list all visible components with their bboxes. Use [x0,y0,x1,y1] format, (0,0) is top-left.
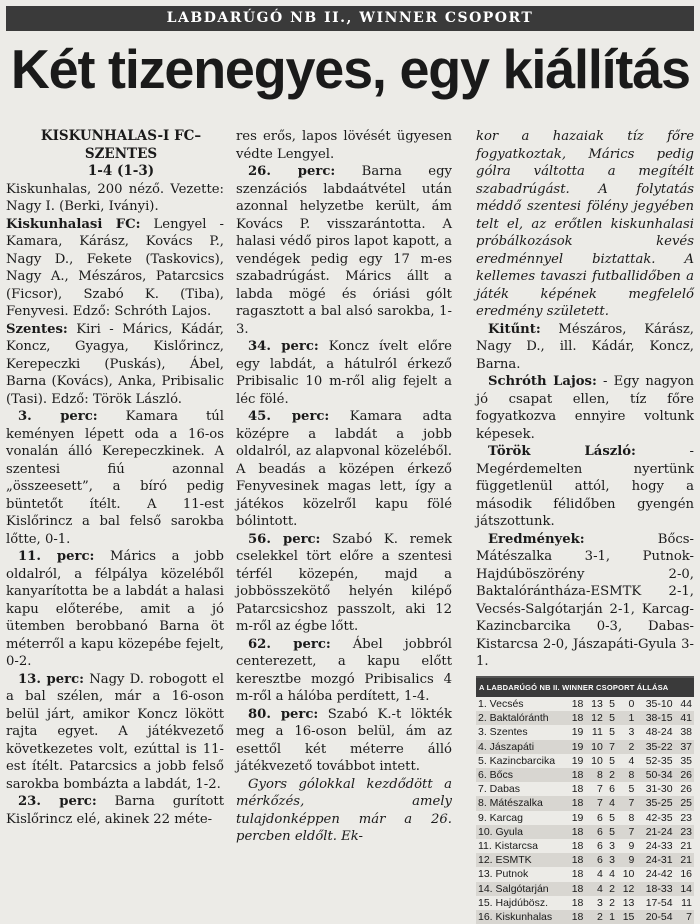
event-paragraph [6,548,224,671]
coach-quote [476,443,694,531]
event-text: Márics a jobb oldalról, a félpálya közeléből kanyarította be a labdát a halasi kapu előterébe, amit a jó ütemben berobbanó Barna öt méterről a kapu közepébe fejelt, 0-2. [6,549,224,669]
stat-cell: 4 [605,867,617,881]
team-name: 14. Salgótarján [476,882,566,896]
event-minute: 56. perc: [248,532,320,547]
stat-cell: 12 [617,882,636,896]
stat-cell: 2 [605,896,617,910]
team-name: 1. Vecsés [476,697,566,711]
match-title-line2: SZENTES [6,146,224,164]
stat-cell: 18 [566,910,585,924]
table-row [476,754,694,768]
stat-cell: 24-42 [636,867,674,881]
team-name: 8. Mátészalka [476,796,566,810]
standings-table-box [476,676,694,924]
match-score: 1-4 (1-3) [6,163,224,181]
stat-cell: 8 [585,768,604,782]
stat-cell: 3 [617,725,636,739]
team-name: 13. Putnok [476,867,566,881]
stat-cell: 3 [605,839,617,853]
event-text: Szabó K. remek cselekkel tört előre a szentesi térfél közepén, majd a jobbösszekötő helyén kilépő Patarcsicshoz passzolt, aki 12 m-ről az égbe lőtt. [236,532,452,635]
table-row [476,711,694,725]
stat-cell: 16 [675,867,694,881]
stat-cell: 6 [585,853,604,867]
stat-cell: 5 [605,811,617,825]
stat-cell: 10 [585,740,604,754]
event-minute: 62. perc: [248,637,331,652]
table-row [476,825,694,839]
table-row [476,839,694,853]
team-name: 16. Kiskunhalas [476,910,566,924]
stat-cell: 4 [605,796,617,810]
article-headline: Két tizenegyes, egy kiállítás [11,36,689,102]
stat-cell: 18 [566,768,585,782]
stat-cell: 5 [605,825,617,839]
stat-cell: 35 [675,754,694,768]
stat-cell: 21 [675,839,694,853]
stat-cell: 2 [585,910,604,924]
stat-cell: 37 [675,740,694,754]
table-row [476,697,694,711]
event-minute: 11. perc: [18,549,94,564]
event-paragraph [6,671,224,794]
stat-cell: 6 [605,782,617,796]
stat-cell: 23 [675,811,694,825]
stat-cell: 20-54 [636,910,674,924]
match-title-line1: KISKUNHALAS-I FC– [6,128,224,146]
stat-cell: 7 [617,825,636,839]
stat-cell: 18 [566,882,585,896]
stat-cell: 18 [566,853,585,867]
stat-cell: 18 [566,697,585,711]
stat-cell: 18 [566,711,585,725]
stat-cell: 7 [617,796,636,810]
stat-cell: 21-24 [636,825,674,839]
event-text: Ábel jobbról centerezett, a kapu előtt keresztbe mozgó Pribisalics 4 m-ről a hálóba perdített, 1-4. [236,637,452,705]
stat-cell: 2 [605,882,617,896]
table-row [476,882,694,896]
event-paragraph [236,636,452,706]
stat-cell: 17-54 [636,896,674,910]
lineup-away-text: Kiri - Márics, Kádár, Koncz, Gyagya, Kislőrincz, Kerepeczki (Puskás), Ábel, Barna (Kovács), Anka, Pribisalic (Tasi). Edző: Török László. [6,322,224,407]
standings-title: A LABDARÚGÓ NB II. WINNER CSOPORT ÁLLÁSA [476,678,694,698]
event-paragraph [236,531,452,636]
stat-cell: 10 [585,754,604,768]
stat-cell: 18 [566,867,585,881]
stat-cell: 31-30 [636,782,674,796]
event-minute: 23. perc: [18,794,97,809]
team-name: 10. Gyula [476,825,566,839]
stat-cell: 18 [566,839,585,853]
table-row [476,725,694,739]
event-continuation: res erős, lapos lövését ügyesen védte Lengyel. [236,128,452,163]
stat-cell: 6 [585,839,604,853]
match-summary-continuation: kor a hazaiak tíz főre fogyatkoztak, Márics pedig gólra váltotta a megítélt szabadrúgást. A folytatás méddő szentesi fölény jegyében telt el, az erőtlen kiskunhalasi próbálkozások kevés eredménnyel biztattak. A kellemes tavaszi futballidőben a játék képének megfelelő eredmény született. [476,128,694,321]
team-name: 7. Dabas [476,782,566,796]
stat-cell: 25 [675,796,694,810]
stat-cell: 1 [617,711,636,725]
stat-cell: 7 [605,740,617,754]
table-row [476,782,694,796]
stat-cell: 5 [605,697,617,711]
stat-cell: 19 [566,725,585,739]
event-text: Barna egy szenzációs labdaátvétel után azonnal helyzetbe került, ám Kovács P. visszarántotta. A halasi védő piros lapot kapott, a vendégek pedig egy 17 m-es szabadrúgást. Márics állt a labda mögé és óriási gólt ragasztott a bal alsó sarokba, 1-3. [236,164,452,337]
quote-text: - Egy nagyon jó csapat ellen, tíz főre fogyatkozva ennyire voltunk képesek. [476,374,694,442]
section-banner: LABDARÚGÓ NB II., WINNER CSOPORT [6,6,694,31]
team-name: 3. Szentes [476,725,566,739]
stat-cell: 52-35 [636,754,674,768]
team-name: 4. Jászapáti [476,740,566,754]
stat-cell: 35-22 [636,740,674,754]
stat-cell: 19 [566,811,585,825]
stat-cell: 8 [617,811,636,825]
table-row [476,768,694,782]
stat-cell: 38 [675,725,694,739]
standout-players [476,321,694,374]
stat-cell: 4 [617,754,636,768]
event-text: Kamara túl keményen lépett oda a 16-os vonalán álló Kerepeczkinek. A szentesi fiú azonnal „összeesett”, a bíró pedig büntetőt ítélt. A 11-est Kislőrincz a bal felső sarokba lőtte, 0-1. [6,409,224,547]
column-1 [6,128,224,892]
team-name: 15. Hajdúbösz. [476,896,566,910]
stat-cell: 48-24 [636,725,674,739]
event-text: Szabó K.-t lökték meg a 16-oson belül, ám az esettől két méterre álló játékvezető továbbot intett. [236,707,452,775]
stat-cell: 18 [566,796,585,810]
stat-cell: 50-34 [636,768,674,782]
stat-cell: 7 [585,782,604,796]
lineup-away-label: Szentes: [6,322,68,337]
column-2 [236,128,452,892]
standout-text: Mészáros, Kárász, Nagy D., ill. Kádár, Koncz, Barna. [476,322,694,372]
stat-cell: 14 [675,882,694,896]
stat-cell: 2 [617,740,636,754]
event-paragraph [236,338,452,408]
results [476,531,694,671]
team-name: 12. ESMTK [476,853,566,867]
lineup-home-label: Kiskunhalasi FC: [6,217,141,232]
stat-cell: 35-10 [636,697,674,711]
table-row [476,740,694,754]
event-minute: 80. perc: [248,707,318,722]
lineup-home-text: Lengyel - Kamara, Kárász, Kovács P., Nagy D., Fekete (Taskovics), Nagy A., Mészáros, Patarcsics (Ficsor), Szabó K. (Tiba), Fenyvesi. Edző: Schróth Lajos. [6,217,224,320]
stat-cell: 5 [605,754,617,768]
coach-name: Török László: [488,444,636,459]
team-name: 2. Baktalóránth [476,711,566,725]
quote-text: - Megérdemelten nyertünk függetlenül attól, hogy a második félidőben gyengén játszottunk. [476,444,694,529]
stat-cell: 15 [617,910,636,924]
event-minute: 45. perc: [248,409,329,424]
stat-cell: 26 [675,782,694,796]
stat-cell: 11 [675,896,694,910]
table-row [476,896,694,910]
event-text: Nagy D. robogott el a bal szélen, már a 16-oson belül járt, amikor Koncz lökött rajta egyet. A játékvezető következetes volt, ezúttal is 11-est ítélt. Patarcsics a jobb felső sarokba bombázta a labdát, 1-2. [6,672,224,792]
stat-cell: 19 [566,740,585,754]
table-row [476,910,694,924]
stat-cell: 8 [617,768,636,782]
event-minute: 34. perc: [248,339,319,354]
stat-cell: 13 [617,896,636,910]
stat-cell: 24-31 [636,853,674,867]
team-name: 6. Bőcs [476,768,566,782]
lineup-away [6,321,224,409]
event-minute: 26. perc: [248,164,335,179]
event-text: Kamara adta középre a labdát a jobb oldalról, az alapvonal közeléből. A beadás a középen érkező Fenyvesinek magas lett, így a játékos közelről kapu fölé bólintott. [236,409,452,529]
table-row [476,796,694,810]
lineup-home [6,216,224,321]
event-paragraph [236,706,452,776]
stat-cell: 44 [675,697,694,711]
event-text: Koncz ívelt előre egy labdát, a hátulról érkező Pribisalic 10 m-ről alig fejelt a léc fölé. [236,339,452,407]
stat-cell: 35-25 [636,796,674,810]
coach-quote [476,373,694,443]
coach-name: Schróth Lajos: [488,374,597,389]
results-text: Bőcs-Mátészalka 3-1, Putnok-Hajdúböszörény 2-0, Baktalórántháza-ESMTK 2-1, Vecsés-Salgótarján 2-1, Karcag-Kazincbarcika 0-3, Dabas-Kistarcsa 2-0, Jászapáti-Gyula 3-1. [476,532,694,670]
stat-cell: 3 [605,853,617,867]
stat-cell: 23 [675,825,694,839]
table-row [476,811,694,825]
stat-cell: 18 [566,896,585,910]
stat-cell: 21 [675,853,694,867]
standings-table [476,697,694,924]
stat-cell: 9 [617,839,636,853]
stat-cell: 2 [605,768,617,782]
event-text: Barna gurított Kislőrincz elé, akinek 22 méte- [6,794,224,827]
stat-cell: 6 [585,811,604,825]
team-name: 11. Kistarcsa [476,839,566,853]
stat-cell: 4 [585,882,604,896]
event-paragraph [6,408,224,548]
stat-cell: 18-33 [636,882,674,896]
team-name: 5. Kazincbarcika [476,754,566,768]
table-row [476,867,694,881]
stat-cell: 11 [585,725,604,739]
stat-cell: 5 [605,711,617,725]
stat-cell: 41 [675,711,694,725]
results-label: Eredmények: [488,532,585,547]
match-info: Kiskunhalas, 200 néző. Vezette: Nagy I. (Berki, Iványi). [6,181,224,216]
stat-cell: 26 [675,768,694,782]
stat-cell: 18 [566,825,585,839]
event-paragraph [6,793,224,828]
event-minute: 13. perc: [18,672,84,687]
stat-cell: 18 [566,782,585,796]
stat-cell: 19 [566,754,585,768]
stat-cell: 7 [675,910,694,924]
stat-cell: 38-15 [636,711,674,725]
stat-cell: 24-33 [636,839,674,853]
event-minute: 3. perc: [18,409,98,424]
stat-cell: 6 [585,825,604,839]
stat-cell: 5 [605,725,617,739]
stat-cell: 0 [617,697,636,711]
standout-label: Kitűnt: [488,322,541,337]
stat-cell: 4 [585,867,604,881]
match-summary: Gyors gólokkal kezdődött a mérkőzés, amely tulajdonképpen már a 26. percben eldőlt. Ek- [236,776,452,846]
event-paragraph [236,408,452,531]
column-3 [476,128,694,892]
event-paragraph [236,163,452,338]
stat-cell: 7 [585,796,604,810]
stat-cell: 12 [585,711,604,725]
stat-cell: 13 [585,697,604,711]
stat-cell: 3 [585,896,604,910]
stat-cell: 10 [617,867,636,881]
stat-cell: 1 [605,910,617,924]
table-row [476,853,694,867]
team-name: 9. Karcag [476,811,566,825]
stat-cell: 9 [617,853,636,867]
stat-cell: 5 [617,782,636,796]
stat-cell: 42-35 [636,811,674,825]
